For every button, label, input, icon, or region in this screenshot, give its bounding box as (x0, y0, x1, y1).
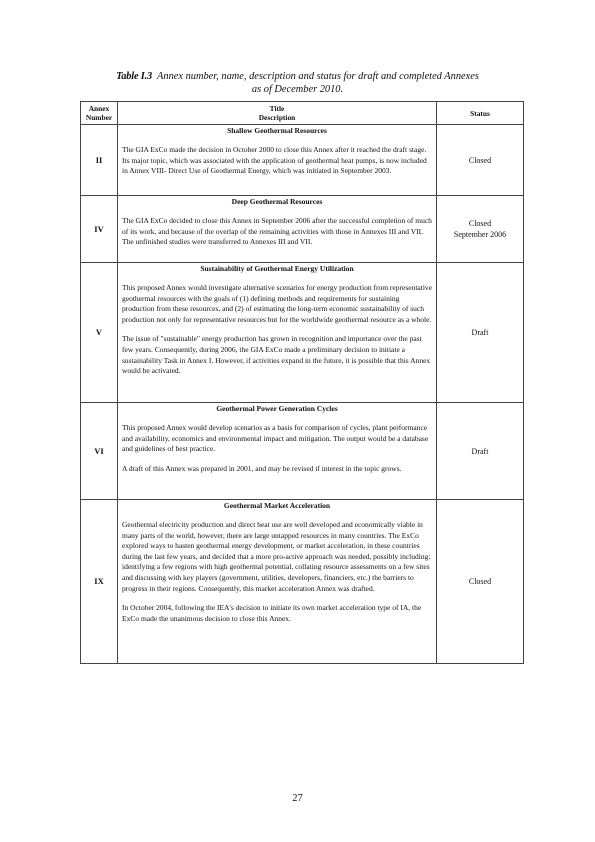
table-row (81, 500, 524, 664)
header-title-line2: Description (258, 113, 296, 122)
header-title-description (118, 102, 437, 125)
table-row (81, 403, 524, 500)
annex-description (118, 403, 437, 500)
status-line1: Closed (468, 219, 492, 228)
caption-label: Table I.3 (116, 71, 153, 82)
annex-number: IV (81, 196, 118, 263)
table-caption (0, 70, 595, 96)
caption-text: Annex number, name, description and status for draft and completed Annexes (157, 71, 479, 82)
annex-table (80, 101, 524, 664)
header-annex-line1: Annex (88, 104, 110, 113)
header-row (81, 102, 524, 125)
description-paragraph: In October 2004, following the IEA's decision to initiate its own market acceleration type of IA, the ExCo made the unanimous decision to close this Annex. (122, 603, 422, 623)
status-line1: Draft (471, 328, 489, 337)
annex-status (437, 196, 524, 263)
annex-number: VI (81, 403, 118, 500)
description-paragraph: This proposed Annex would investigate alternative scenarios for energy production from representative geothermal resources with the goals of (1) defining methods and requirements for sustaining production from these resources, and (2) of estimating the long-term economic sustainability of such production not only for representative resources but for the worldwide geothermal resource as a whole. (122, 283, 432, 324)
status-line2: September 2006 (453, 230, 507, 239)
annex-title: Sustainability of Geothermal Energy Utilization (200, 264, 354, 273)
status-line1: Draft (471, 446, 489, 456)
annex-status (437, 125, 524, 196)
description-paragraph: The issue of "sustainable" energy production has grown in recognition and importance over the past few years. Consequently, during 2006, the GIA ExCo made a preliminary decision to initiate a sustainability Task in Annex I. However, if activities expand in the future, it is possible that this Annex would be activated. (122, 334, 431, 376)
page-number: 27 (292, 793, 303, 804)
description-paragraph: This proposed Annex would develop scenarios as a basis for comparison of cycles, plant performance and availability, economics and environmental impact and mitigation. The output would be a database and guidelines of best practice. (122, 423, 429, 454)
header-title-line1: Title (269, 104, 285, 113)
annex-title: Shallow Geothermal Resources (227, 126, 327, 135)
description-paragraph: The GIA ExCo decided to close this Annex in September 2006 after the successful completion of much of its work, and because of the overlap of the remaining activities with those in Annexes III and VII. The unfinished studies were transferred to Annexes III and VII. (122, 216, 432, 247)
table-row (81, 125, 524, 196)
description-paragraph: The GIA ExCo made the decision in October 2000 to close this Annex after it reached the draft stage. Its major topic, which was associated with the application of geothermal heat pumps, is now included in Annex VIII- Direct Use of Geothermal Energy, which was initiated in September 2003. (122, 145, 427, 176)
annex-number: V (81, 263, 118, 403)
table-row (81, 263, 524, 403)
annex-number: IX (81, 500, 118, 664)
header-annex-line2: Number (85, 113, 113, 122)
annex-status (437, 500, 524, 664)
caption-line-2: as of December 2010. (251, 84, 344, 95)
status-line1: Closed (468, 577, 492, 586)
annex-title: Geothermal Market Acceleration (223, 501, 331, 510)
annex-description (118, 500, 437, 664)
header-annex-number (81, 102, 118, 125)
annex-description (118, 263, 437, 403)
annex-title: Deep Geothermal Resources (231, 197, 323, 206)
annex-status (437, 403, 524, 500)
description-paragraph: A draft of this Annex was prepared in 2001, and may be revised if interest in the topic grows. (122, 463, 402, 473)
annex-title: Geothermal Power Generation Cycles (216, 404, 338, 413)
annex-description (118, 125, 437, 196)
annex-description (118, 196, 437, 263)
status-line1: Closed (468, 155, 492, 165)
annex-number: II (81, 125, 118, 196)
table-row (81, 196, 524, 263)
annex-status (437, 263, 524, 403)
caption-line-1 (0, 70, 595, 83)
description-paragraph: Geothermal electricity production and direct heat use are well developed and economically viable in many parts of the world, however, there are large untapped resources in many countries. The ExCo explored ways to hasten geothermal energy development, or market acceleration, in these countries during the last few years, and decided that a more pro-active approach was needed, possibly including: identifying a few regions with high geothermal potential, collating resource assessments on a few sites and discussing with key players (government, utilities, developers, financiers, etc.) the barriers to progress in their regions. Consequently, this market acceleration Annex was drafted. (122, 520, 431, 593)
header-status: Status (437, 102, 524, 125)
